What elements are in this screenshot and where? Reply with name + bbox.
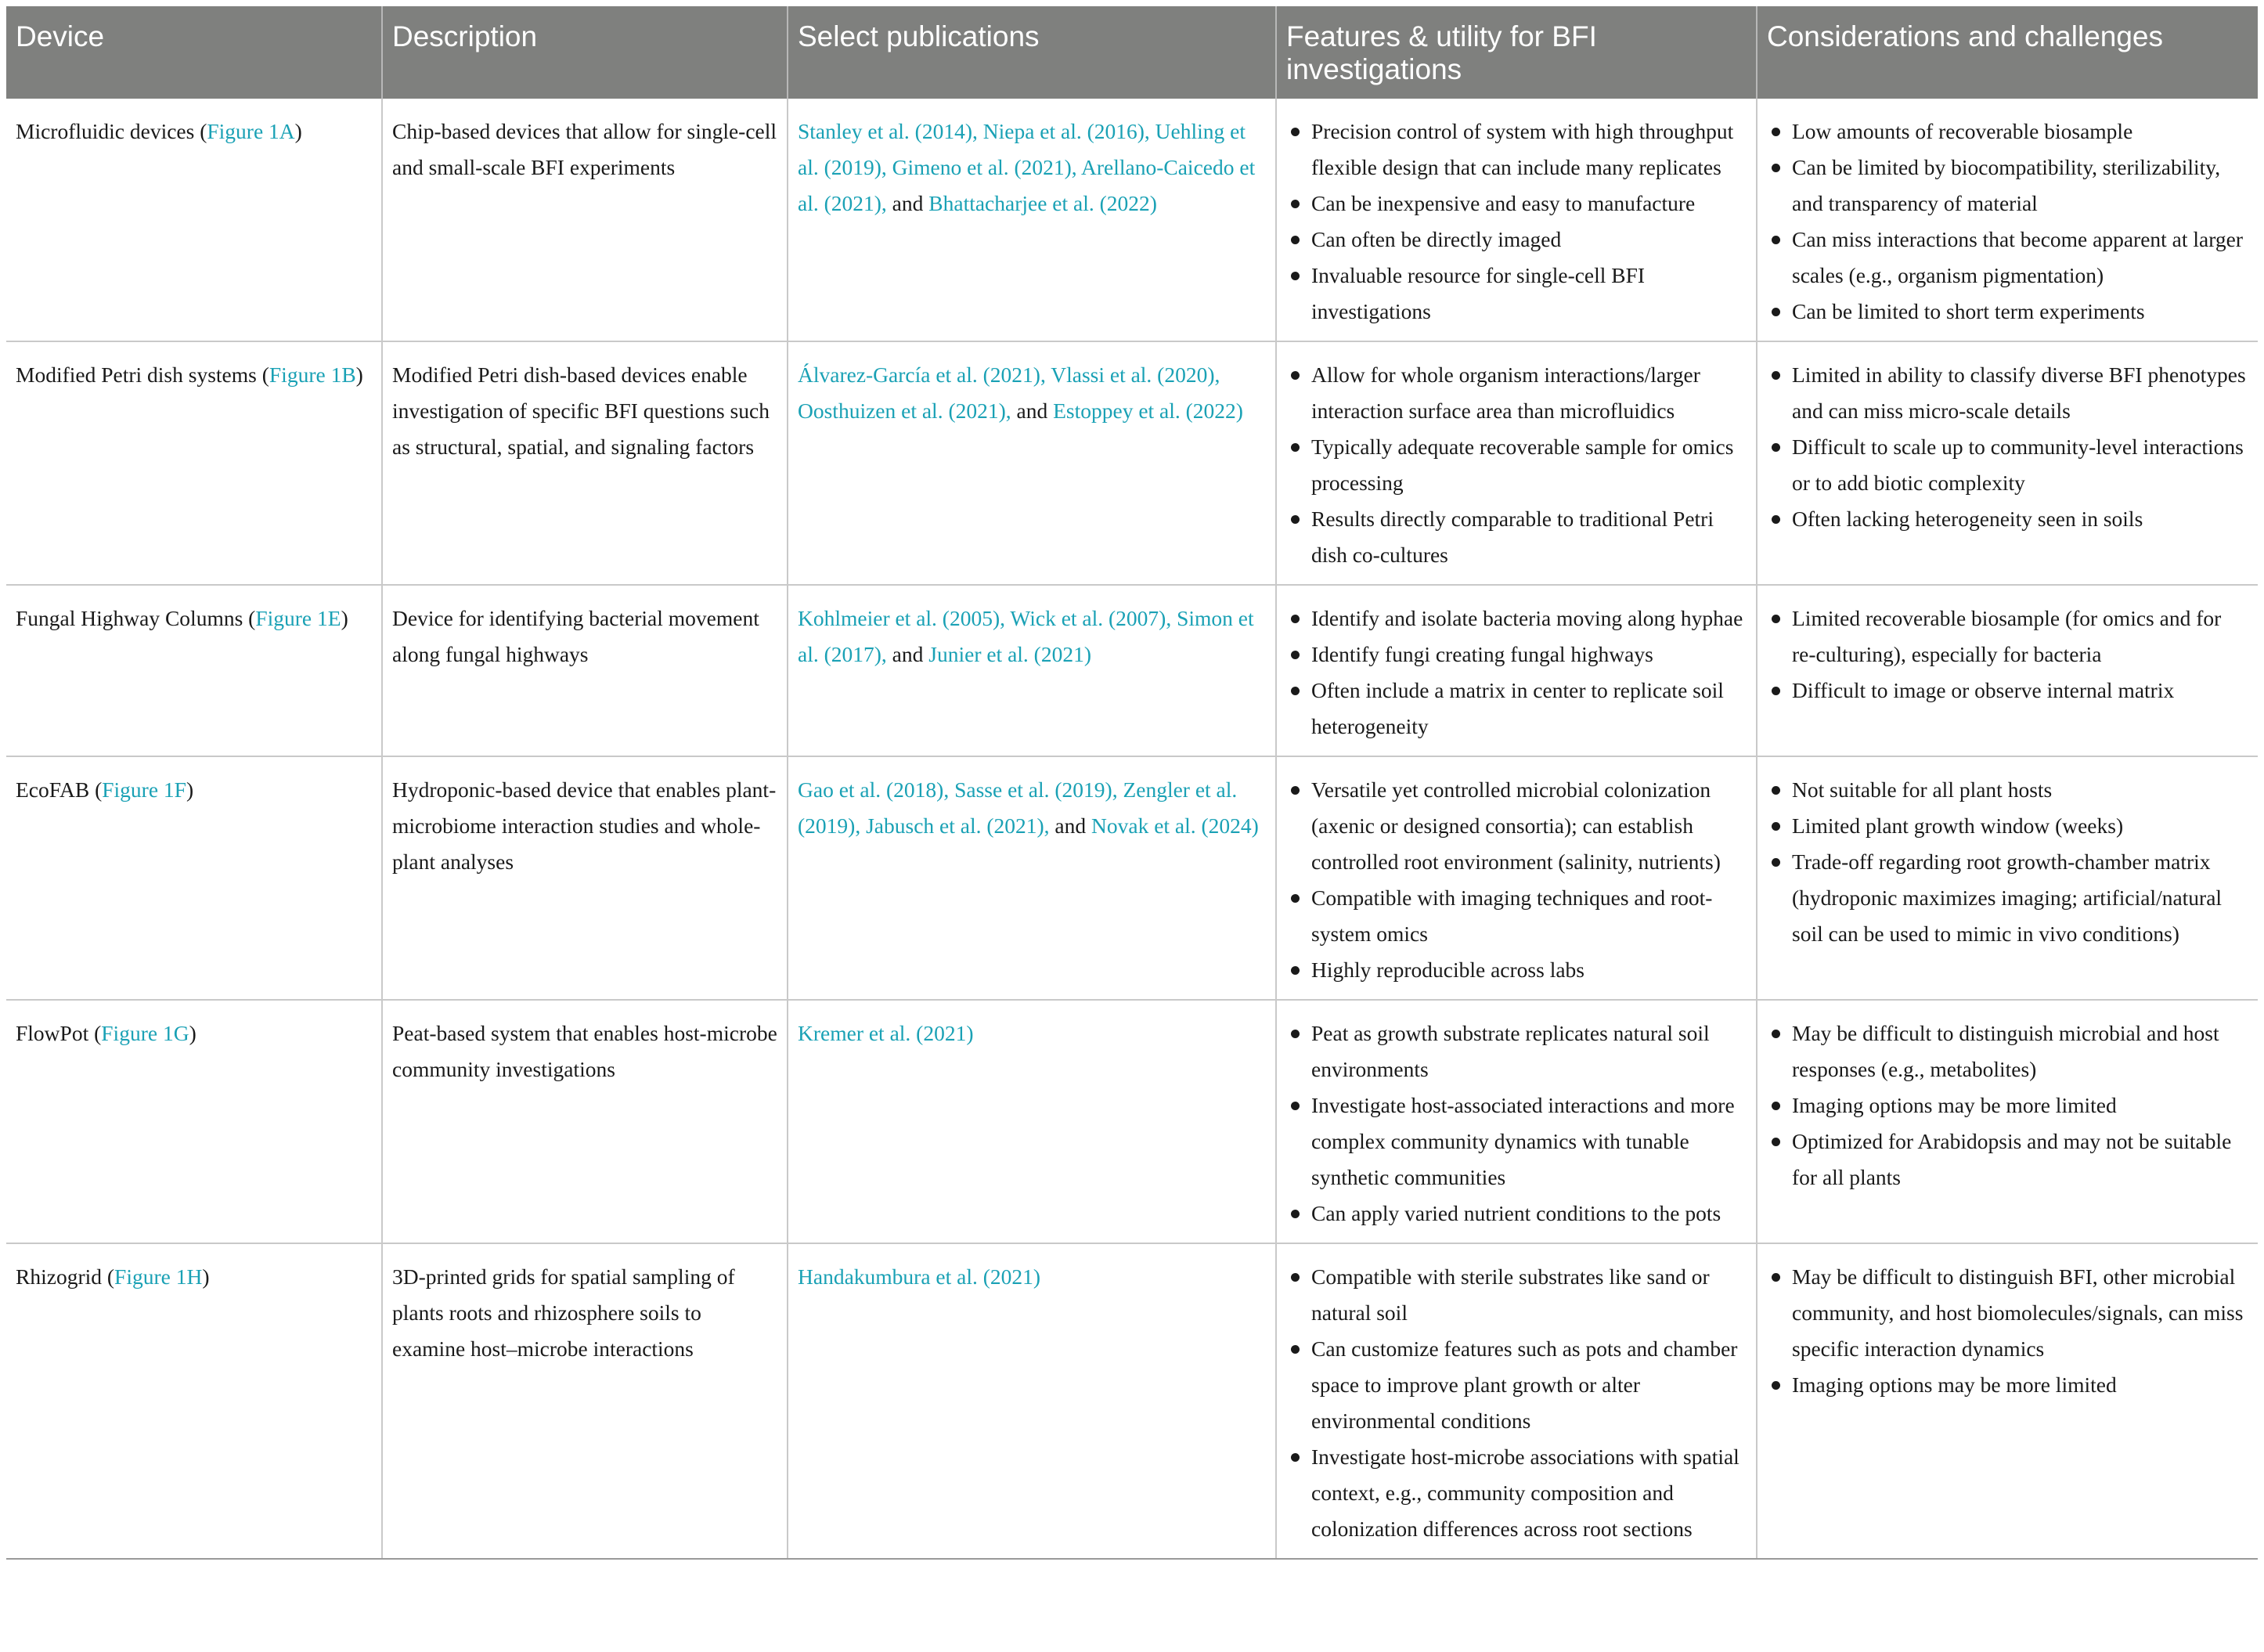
device-cell [6,1000,382,1243]
feature-item: Peat as growth substrate replicates natural soil environments [1286,1015,1747,1088]
table-row [6,341,2258,585]
device-name: Modified Petri dish systems ( [16,363,269,387]
considerations-cell [1757,1000,2258,1243]
features-list [1286,1259,1747,1547]
features-list [1286,601,1747,745]
publication-link[interactable]: Vlassi et al. (2020), [1051,363,1220,387]
publications-cell [788,756,1276,1000]
feature-item: Identify fungi creating fungal highways [1286,637,1747,673]
device-name: Fungal Highway Columns ( [16,606,256,630]
publications-cell [788,99,1276,341]
feature-item: Highly reproducible across labs [1286,952,1747,988]
device-cell [6,756,382,1000]
consideration-item: Low amounts of recoverable biosample [1767,114,2248,150]
table-header-row [6,6,2258,99]
feature-item: Identify and isolate bacteria moving along hyphae [1286,601,1747,637]
device-comparison-table [6,6,2258,1560]
header-features: Features & utility for BFI investigations [1276,6,1757,99]
consideration-item: Optimized for Arabidopsis and may not be suitable for all plants [1767,1124,2248,1196]
description-cell: 3D-printed grids for spatial sampling of plants roots and rhizosphere soils to examine host–microbe interactions [382,1243,788,1559]
device-cell [6,99,382,341]
consideration-item: Limited recoverable biosample (for omics and for re-culturing), especially for bacteria [1767,601,2248,673]
device-name-tail: ) [186,777,194,802]
features-list [1286,1015,1747,1232]
features-cell [1276,1243,1757,1559]
features-list [1286,357,1747,573]
device-name-tail: ) [189,1021,196,1045]
publication-link[interactable]: Kremer et al. (2021) [798,1021,974,1045]
consideration-item: Can miss interactions that become apparent at larger scales (e.g., organism pigmentation) [1767,222,2248,294]
considerations-list [1767,1015,2248,1196]
consideration-item: Limited plant growth window (weeks) [1767,808,2248,844]
table-row [6,1000,2258,1243]
device-name: FlowPot ( [16,1021,102,1045]
publications-cell [788,1000,1276,1243]
description-cell: Chip-based devices that allow for single-cell and small-scale BFI experiments [382,99,788,341]
description-cell: Hydroponic-based device that enables plant-microbiome interaction studies and whole-plant analyses [382,756,788,1000]
device-cell [6,341,382,585]
feature-item: Often include a matrix in center to replicate soil heterogeneity [1286,673,1747,745]
feature-item: Can apply varied nutrient conditions to the pots [1286,1196,1747,1232]
figure-link[interactable]: Figure 1H [114,1264,203,1289]
description-cell: Peat-based system that enables host-microbe community investigations [382,1000,788,1243]
publication-link[interactable]: Oosthuizen et al. (2021), [798,399,1011,423]
publication-separator: and [1049,813,1091,838]
publication-link[interactable]: Estoppey et al. (2022) [1053,399,1243,423]
device-table-container [6,6,2258,1560]
publication-link[interactable]: Handakumbura et al. (2021) [798,1264,1041,1289]
consideration-item: Can be limited to short term experiments [1767,294,2248,330]
header-publications: Select publications [788,6,1276,99]
publication-link[interactable]: Uehling et al. (2019), [798,119,1246,179]
publication-link[interactable]: Gimeno et al. (2021), [892,155,1077,179]
figure-link[interactable]: Figure 1G [101,1021,189,1045]
header-description: Description [382,6,788,99]
feature-item: Versatile yet controlled microbial colonization (axenic or designed consortia); can establish controlled root environment (salinity, nutrients) [1286,772,1747,880]
considerations-cell [1757,341,2258,585]
features-list [1286,114,1747,330]
considerations-list [1767,1259,2248,1403]
header-device: Device [6,6,382,99]
feature-item: Investigate host-associated interactions and more complex community dynamics with tunable synthetic communities [1286,1088,1747,1196]
considerations-cell [1757,756,2258,1000]
considerations-cell [1757,585,2258,756]
description-cell: Device for identifying bacterial movement along fungal highways [382,585,788,756]
publication-link[interactable]: Kohlmeier et al. (2005), [798,606,1005,630]
consideration-item: Can be limited by biocompatibility, sterilizability, and transparency of material [1767,150,2248,222]
features-cell [1276,585,1757,756]
publication-link[interactable]: Gao et al. (2018), [798,777,950,802]
consideration-item: May be difficult to distinguish BFI, other microbial community, and host biomolecules/signals, can miss specific interaction dynamics [1767,1259,2248,1367]
description-cell: Modified Petri dish-based devices enable investigation of specific BFI questions such as structural, spatial, and signaling factors [382,341,788,585]
publications-cell [788,585,1276,756]
table-row [6,585,2258,756]
features-list [1286,772,1747,988]
publication-link[interactable]: Arellano-Caicedo et al. (2021), [798,155,1256,215]
consideration-item: Imaging options may be more limited [1767,1088,2248,1124]
publication-link[interactable]: Niepa et al. (2016), [982,119,1150,143]
figure-link[interactable]: Figure 1A [207,119,295,143]
publication-link[interactable]: Bhattacharjee et al. (2022) [928,191,1157,215]
feature-item: Precision control of system with high throughput flexible design that can include many replicates [1286,114,1747,186]
table-body [6,99,2258,1559]
consideration-item: Not suitable for all plant hosts [1767,772,2248,808]
feature-item: Results directly comparable to traditional Petri dish co-cultures [1286,501,1747,573]
consideration-item: Often lacking heterogeneity seen in soils [1767,501,2248,537]
device-cell [6,1243,382,1559]
device-name: Rhizogrid ( [16,1264,115,1289]
device-name: Microfluidic devices ( [16,119,207,143]
feature-item: Can often be directly imaged [1286,222,1747,258]
considerations-list [1767,772,2248,952]
considerations-cell [1757,99,2258,341]
features-cell [1276,756,1757,1000]
publication-link[interactable]: Sasse et al. (2019), [954,777,1118,802]
figure-link[interactable]: Figure 1B [269,363,356,387]
considerations-list [1767,601,2248,709]
publication-link[interactable]: Stanley et al. (2014), [798,119,978,143]
table-row [6,1243,2258,1559]
considerations-list [1767,357,2248,537]
feature-item: Investigate host-microbe associations with spatial context, e.g., community composition and colonization differences across root sections [1286,1439,1747,1547]
publication-separator: and [1011,399,1054,423]
considerations-list [1767,114,2248,330]
device-name-tail: ) [341,606,348,630]
device-cell [6,585,382,756]
feature-item: Can customize features such as pots and chamber space to improve plant growth or alter environmental conditions [1286,1331,1747,1439]
publication-separator: and [886,191,929,215]
publications-cell [788,341,1276,585]
publication-link[interactable]: Jabusch et al. (2021), [866,813,1050,838]
feature-item: Invaluable resource for single-cell BFI investigations [1286,258,1747,330]
features-cell [1276,99,1757,341]
publication-separator [1150,119,1155,143]
table-row [6,756,2258,1000]
feature-item: Compatible with sterile substrates like sand or natural soil [1286,1259,1747,1331]
header-considerations: Considerations and challenges [1757,6,2258,99]
device-name: EcoFAB ( [16,777,103,802]
figure-link[interactable]: Figure 1F [102,777,186,802]
publications-cell [788,1243,1276,1559]
device-name-tail: ) [294,119,302,143]
feature-item: Typically adequate recoverable sample for omics processing [1286,429,1747,501]
publication-link[interactable]: Novak et al. (2024) [1091,813,1259,838]
features-cell [1276,341,1757,585]
features-cell [1276,1000,1757,1243]
publication-separator [978,119,983,143]
consideration-item: May be difficult to distinguish microbial and host responses (e.g., metabolites) [1767,1015,2248,1088]
publication-link[interactable]: Zengler et al. (2019), [798,777,1238,838]
figure-link[interactable]: Figure 1E [255,606,341,630]
publication-link[interactable]: Álvarez-García et al. (2021), [798,363,1046,387]
feature-item: Can be inexpensive and easy to manufacture [1286,186,1747,222]
consideration-item: Limited in ability to classify diverse BFI phenotypes and can miss micro-scale details [1767,357,2248,429]
device-name-tail: ) [202,1264,210,1289]
publication-separator: and [886,642,929,666]
consideration-item: Difficult to image or observe internal matrix [1767,673,2248,709]
feature-item: Allow for whole organism interactions/larger interaction surface area than microfluidics [1286,357,1747,429]
publication-link[interactable]: Simon et al. (2017), [798,606,1254,666]
device-name-tail: ) [355,363,363,387]
publication-link[interactable]: Junier et al. (2021) [928,642,1091,666]
publication-separator [887,155,892,179]
considerations-cell [1757,1243,2258,1559]
consideration-item: Difficult to scale up to community-level interactions or to add biotic complexity [1767,429,2248,501]
publication-link[interactable]: Wick et al. (2007), [1010,606,1172,630]
consideration-item: Imaging options may be more limited [1767,1367,2248,1403]
table-row [6,99,2258,341]
feature-item: Compatible with imaging techniques and root-system omics [1286,880,1747,952]
consideration-item: Trade-off regarding root growth-chamber matrix (hydroponic maximizes imaging; artificial/natural soil can be used to mimic in vivo conditions) [1767,844,2248,952]
